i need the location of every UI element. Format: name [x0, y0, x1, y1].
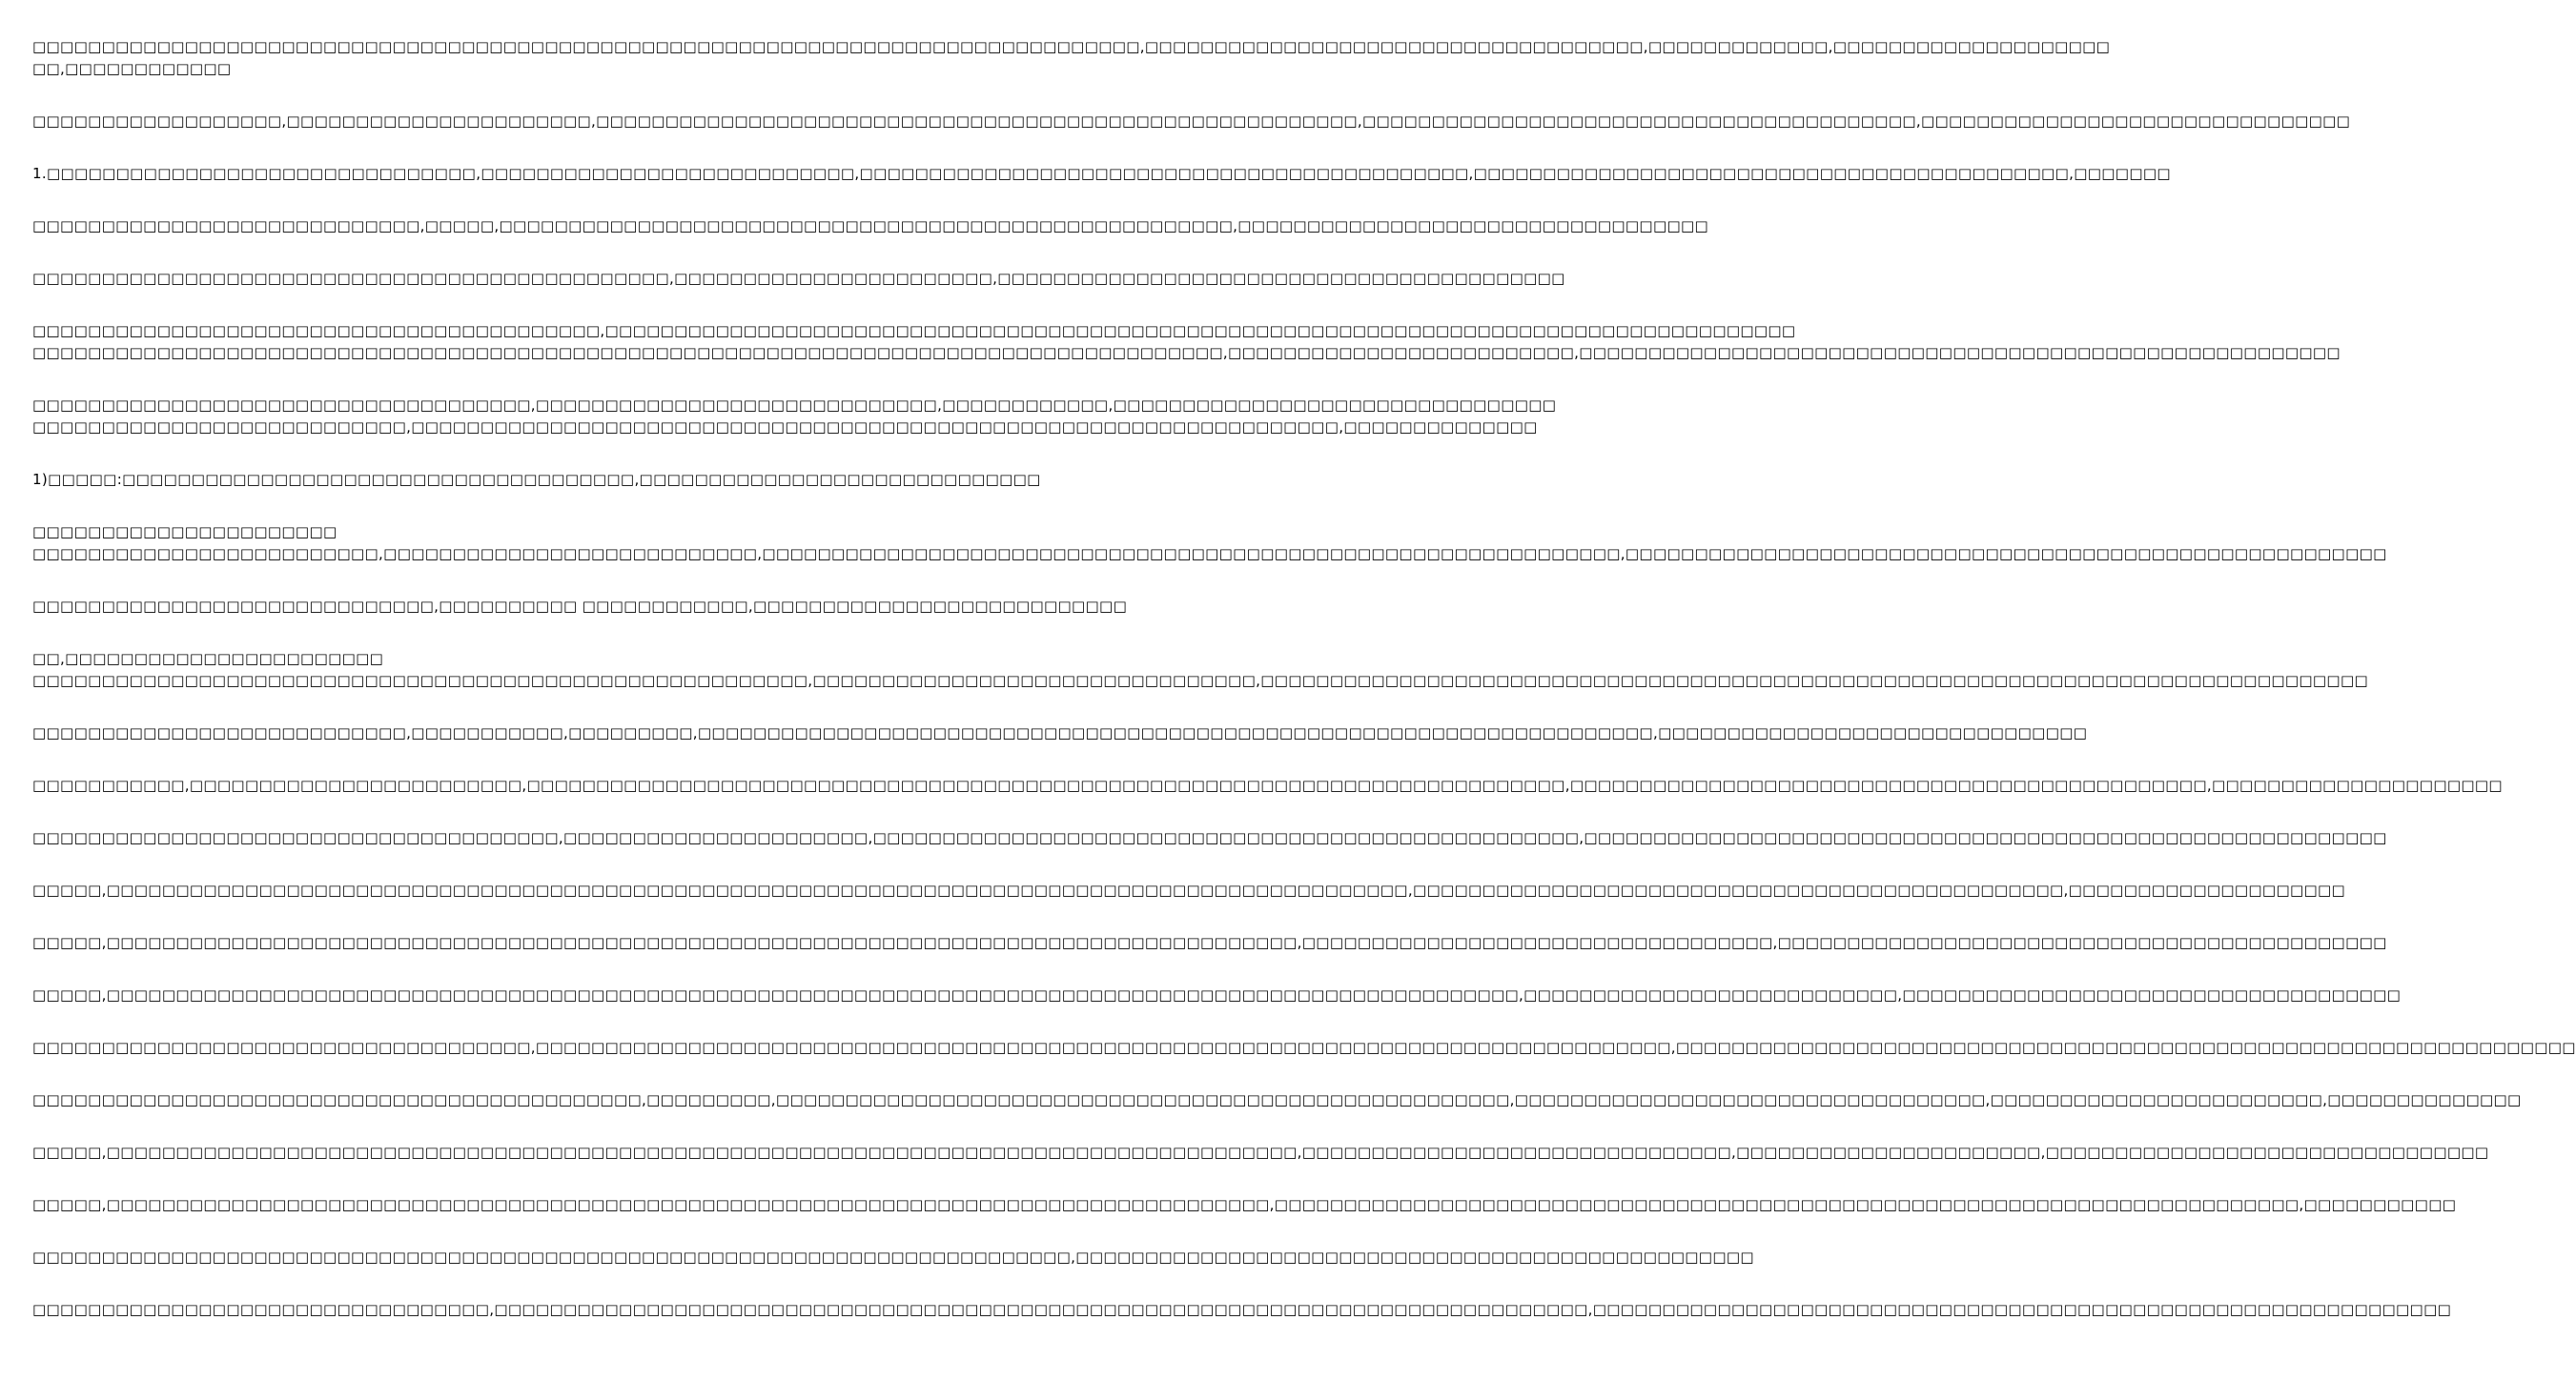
- text-line: 1)□□□□□:□□□□□□□□□□□□□□□□□□□□□□□□□□□□□□□□□□□□□,□□□□□□□□□□□□□□□□□□□□□□□□□□□□□: [32, 471, 1041, 488]
- text-line: □□□□□□□□□□□□□□□□□□□□□□□□□□□□□□□□□,□□□□□□□□□□□□□□□□□□□□□□□□□□□□□□□□□□□□□□□□□□□□□□□□□□□□□□□□□□□□□□□□□□□□□□□□□□□□□□□,□□□□□□□□□□□□□□□□□□□□□□□□□□□□□□□□□□□□□□□□□□□□□□□□□□□□□□□□□□□□□□: [32, 1301, 2452, 1318]
- document-body: [32, 36, 2576, 1321]
- text-line: □□□□□,□□□□□□□□□□□□□□□□□□□□□□□□□□□□□□□□□□□□□□□□□□□□□□□□□□□□□□□□□□□□□□□□□□□□□□□□□□□□□□□□□□□□,□□□□□□□□□□□□□□□□□□□□□□□□□□□□□□□□□□□□□□□□□□□□□□□□□□□□□□□□□□□□□□□□□□□□□□□□□□,□□□□□□□□□□□: [32, 1196, 2457, 1213]
- text-line: □□□□□□□□□□□□□□□□□□□□□□□□□□□□□□□□□□□□□□□□□,□□□□□□□□□□□□□□□□□□□□□□□□□□□□□□□□□□□□□□□□□□□□□□□□□□□□□□□□□□□□□□□□□□□□□□□□□□□□□□□□□□□□□□: [32, 322, 1796, 339]
- text-line: □□□□□□□□□□□□□□□□□□□□□□□□□□□□□□□□□□□□□□□□□□□□□□□□□□□□□□□□,□□□□□□□□□□□□□□□□□□□□□□□□□□□□□□□□,□□□□□□□□□□□□□□□□□□□□□□□□□□□□□□□□□□□□□□□□□□□□□□□□□□□□□□□□□□□□□□□□□□□□□□□□□□□□□□□□: [32, 672, 2368, 689]
- text-line: 1.□□□□□□□□□□□□□□□□□□□□□□□□□□□□□□□,□□□□□□□□□□□□□□□□□□□□□□□□□□□,□□□□□□□□□□□□□□□□□□□□□□□□□□□□□□□□□□□□□□□□□□□□,□□□□□□□□□□□□□□□□□□□□□□□□□□□□□□□□□□□□□□□□□□□,□□□□□□□: [32, 165, 2171, 182]
- text-line: □□□□□□□□□□□□□□□□□□□□□□: [32, 523, 337, 540]
- text-line: □□□□□,□□□□□□□□□□□□□□□□□□□□□□□□□□□□□□□□□□□□□□□□□□□□□□□□□□□□□□□□□□□□□□□□□□□□□□□□□□□□□□□□□□□□□□□□□□□□□□,□□□□□□□□□□□□□□□□□□□□□□□□□□□□□□□□□□□□□□□□□□□□□□□,□□□□□□□□□□□□□□□□□□□□: [32, 882, 2346, 899]
- text-line: □□□□□□□□□□□□□□□□□□□□□□□□□□□□□□□□□□□□□□□□□□□□,□□□□□□□□□,□□□□□□□□□□□□□□□□□□□□□□□□□□□□□□□□□□□□□□□□□□□□□□□□□□□□□,□□□□□□□□□□□□□□□□□□□□□□□□□□□□□□□□□□,□□□□□□□□□□□□□□□□□□□□□□□□,□□□□□□□□□□□□□□: [32, 1091, 2522, 1108]
- text-line: □□□□□□□□□□□□□□□□□□,□□□□□□□□□□□□□□□□□□□□□□,□□□□□□□□□□□□□□□□□□□□□□□□□□□□□□□□□□□□□□□□□□□□□□□□□□□□□□□,□□□□□□□□□□□□□□□□□□□□□□□□□□□□□□□□□□□□□□□□,□□□□□□□□□□□□□□□□□□□□□□□□□□□□□□□: [32, 112, 2351, 130]
- text-line: □□□□□□□□□□□□□□□□□□□□□□□□□□□□,□□□□□,□□□□□□□□□□□□□□□□□□□□□□□□□□□□□□□□□□□□□□□□□□□□□□□□□□□□□,□□□□□□□□□□□□□□□□□□□□□□□□□□□□□□□□□□: [32, 217, 1709, 234]
- text-line: □□□□□□□□□□□□□□□□□□□□□□□□□□□□□□□□□□□□,□□□□□□□□□□□□□□□□□□□□□□□□□□□□□,□□□□□□□□□□□□,□□□□□□□□□□□□□□□□□□□□□□□□□□□□□□□□: [32, 396, 1557, 414]
- text-line: □□□□□□□□□□□,□□□□□□□□□□□□□□□□□□□□□□□□,□□□□□□□□□□□□□□□□□□□□□□□□□□□□□□□□□□□□□□□□□□□□□□□□□□□□□□□□□□□□□□□□□□□□□□□□□□□,□□□□□□□□□□□□□□□□□□□□□□□□□□□□□□□□□□□□□□□□□□□□□□,□□□□□□□□□□□□□□□□□□□□□: [32, 777, 2503, 794]
- text-line: □□□□□□□□□□□□□□□□□□□□□□□□□□□,□□□□□□□□□□□,□□□□□□□□□,□□□□□□□□□□□□□□□□□□□□□□□□□□□□□□□□□□□□□□□□□□□□□□□□□□□□□□□□□□□□□□□□□□□□□,□□□□□□□□□□□□□□□□□□□□□□□□□□□□□□□: [32, 724, 2088, 741]
- text-line: □□,□□□□□□□□□□□□: [32, 60, 232, 77]
- text-line: □□□□□□□□□□□□□□□□□□□□□□□□□□□□□□□□□□□□□□□□□□□□□□□□□□□□□□□□□□□□□□□□□□□□□□□□□□□□□□□□□□□□□□,□□□□□□□□□□□□□□□□□□□□□□□□□,□□□□□□□□□□□□□□□□□□□□□□□□□□□□□□□□□□□□□□□□□□□□□□□□□□□□□□□: [32, 344, 2341, 361]
- text-line: □□□□□,□□□□□□□□□□□□□□□□□□□□□□□□□□□□□□□□□□□□□□□□□□□□□□□□□□□□□□□□□□□□□□□□□□□□□□□□□□□□□□□□□□□□□□,□□□□□□□□□□□□□□□□□□□□□□□□□□□□□□□,□□□□□□□□□□□□□□□□□□□□□□,□□□□□□□□□□□□□□□□□□□□□□□□□□□□□□□□: [32, 1144, 2489, 1161]
- text-line: □□□□□,□□□□□□□□□□□□□□□□□□□□□□□□□□□□□□□□□□□□□□□□□□□□□□□□□□□□□□□□□□□□□□□□□□□□□□□□□□□□□□□□□□□□□□,□□□□□□□□□□□□□□□□□□□□□□□□□□□□□□□□□□,□□□□□□□□□□□□□□□□□□□□□□□□□□□□□□□□□□□□□□□□□□□□: [32, 934, 2387, 951]
- text-line: □□□□□,□□□□□□□□□□□□□□□□□□□□□□□□□□□□□□□□□□□□□□□□□□□□□□□□□□□□□□□□□□□□□□□□□□□□□□□□□□□□□□□□□□□□□□□□□□□□□□□□□□□□□□,□□□□□□□□□□□□□□□□□□□□□□□□□□□,□□□□□□□□□□□□□□□□□□□□□□□□□□□□□□□□□□□□: [32, 986, 2402, 1004]
- text-line: □□□□□□□□□□□□□□□□□□□□□□□□□□□□□□□□□□□□,□□□□□□□□□□□□□□□□□□□□□□□□□□□□□□□□□□□□□□□□□□□□□□□□□□□□□□□□□□□□□□□□□□□□□□□□□□□□□□□□□□,□□□□□□□□□□□□□□□□□□□□□□□□□□□□□□□□□□□□□□□□□□□□□□□□□□□□□□□□□□□□□□□□□: [32, 1039, 2576, 1056]
- text-line: □□□□□□□□□□□□□□□□□□□□□□□□□□□□□□□□□□□□□□□□□□□□□□,□□□□□□□□□□□□□□□□□□□□□□□,□□□□□□□□□□□□□□□□□□□□□□□□□□□□□□□□□□□□□□□□□: [32, 270, 1565, 287]
- text-line: □□,□□□□□□□□□□□□□□□□□□□□□□□: [32, 650, 384, 667]
- text-line: □□□□□□□□□□□□□□□□□□□□□□□□□□□□□□□□□□□□□□,□□□□□□□□□□□□□□□□□□□□□□,□□□□□□□□□□□□□□□□□□□□□□□□□□□□□□□□□□□□□□□□□□□□□□□□□□□,□□□□□□□□□□□□□□□□□□□□□□□□□□□□□□□□□□□□□□□□□□□□□□□□□□□□□□□□□□: [32, 829, 2387, 846]
- text-line: □□□□□□□□□□□□□□□□□□□□□□□□□□□□□□□□□□□□□□□□□□□□□□□□□□□□□□□□□□□□□□□□□□□□□□□□□□□□□□□□,□□□□□□□□□□□□□□□□□□□□□□□□□□□□□□□□□□□□,□□□□□□□□□□□□□,□□□□□□□□□□□□□□□□□□□□: [32, 38, 2111, 55]
- text-line: □□□□□□□□□□□□□□□□□□□□□□□□□□□□□□□□□□□□□□□□□□□□□□□□□□□□□□□□□□□□□□□□□□□□□□□□□□□,□□□□□□□□□□□□□□□□□□□□□□□□□□□□□□□□□□□□□□□□□□□□□□□□□: [32, 1249, 1754, 1266]
- text-line: □□□□□□□□□□□□□□□□□□□□□□□□□□□,□□□□□□□□□□□□□□□□□□□□□□□□□□□□□□□□□□□□□□□□□□□□□□□□□□□□□□□□□□□□□□□□□□□,□□□□□□□□□□□□□□: [32, 418, 1538, 436]
- text-line: □□□□□□□□□□□□□□□□□□□□□□□□□□□□□,□□□□□□□□□□ □□□□□□□□□□□□,□□□□□□□□□□□□□□□□□□□□□□□□□□□: [32, 598, 1128, 615]
- text-line: □□□□□□□□□□□□□□□□□□□□□□□□□,□□□□□□□□□□□□□□□□□□□□□□□□□□□,□□□□□□□□□□□□□□□□□□□□□□□□□□□□□□□□□□□□□□□□□□□□□□□□□□□□□□□□□□□□□□,□□□□□□□□□□□□□□□□□□□□□□□□□□□□□□□□□□□□□□□□□□□□□□□□□□□□□□□: [32, 545, 2387, 562]
